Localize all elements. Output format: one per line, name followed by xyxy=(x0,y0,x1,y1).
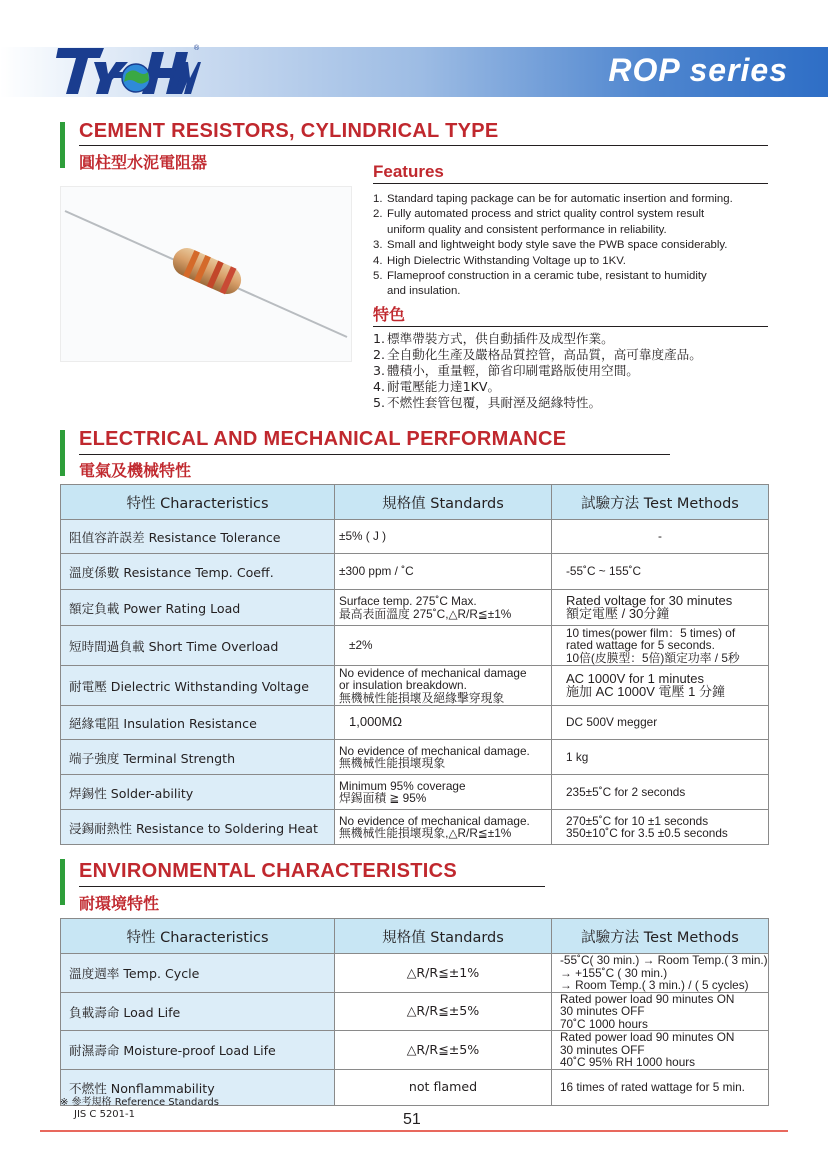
test-text: 16 times of rated wattage for 5 min. xyxy=(560,1079,745,1094)
standard-text: or insulation breakdown. xyxy=(339,678,467,693)
registered-mark: ® xyxy=(194,45,200,52)
standard-text: 無機械性能損壞現象,△R/R≦±1% xyxy=(339,826,512,840)
test-text: 額定電壓 / 30分鐘 xyxy=(566,605,670,621)
standard-cell: △R/R≦±1% xyxy=(335,954,552,993)
feature-text: uniform quality and consistent performance in reliability. xyxy=(387,223,667,236)
test-text: 40˚C 95% RH 1000 hours xyxy=(560,1055,696,1069)
test-method-cell xyxy=(552,554,769,590)
feature-item xyxy=(373,238,783,253)
column-header: 規格值 Standards xyxy=(335,919,552,954)
standard-cell: △R/R≦±5% xyxy=(335,992,552,1031)
test-text: Rated power load 90 minutes ON xyxy=(560,992,735,1006)
feature-text: 耐電壓能力達1KV。 xyxy=(387,379,501,394)
features-zh-list xyxy=(373,331,793,411)
test-method-cell xyxy=(552,810,769,845)
series-title: ROP series xyxy=(608,52,788,88)
feature-number: 2. xyxy=(373,347,386,362)
feature-text: Standard taping package can be for automatic insertion and forming. xyxy=(387,193,733,205)
characteristic-cell: 短時間過負載 Short Time Overload xyxy=(61,626,335,666)
test-text: Rated voltage for 30 minutes xyxy=(566,593,733,608)
test-text: 235±5˚C for 2 seconds xyxy=(566,784,686,799)
feature-number: 4. xyxy=(373,254,383,267)
column-header: 特性 Characteristics xyxy=(61,919,335,954)
section-accent-bar xyxy=(60,430,65,476)
characteristic-cell: 負載壽命 Load Life xyxy=(61,992,335,1031)
table-row xyxy=(61,554,769,590)
reference-line: JIS C 5201-1 xyxy=(74,1109,136,1120)
feature-zh-item xyxy=(373,379,793,395)
characteristic-cell: 浸錫耐熱性 Resistance to Soldering Heat xyxy=(61,810,335,845)
divider xyxy=(79,145,768,146)
divider xyxy=(373,183,768,184)
feature-item xyxy=(373,269,783,300)
features-heading: Features xyxy=(373,162,444,181)
feature-number: 5. xyxy=(373,270,383,283)
test-method-cell xyxy=(552,666,769,706)
test-method-cell xyxy=(552,992,769,1031)
standard-cell xyxy=(335,666,552,706)
feature-text: and insulation. xyxy=(387,285,461,298)
test-text: 1 kg xyxy=(566,749,589,764)
test-text: DC 500V megger xyxy=(566,715,658,730)
electrical-title-zh: 電氣及機械特性 xyxy=(79,461,192,480)
standard-text: ±300 ppm / ˚C xyxy=(339,564,414,579)
table-row xyxy=(61,590,769,626)
footer-rule xyxy=(40,1130,788,1132)
test-text: 施加 AC 1000V 電壓 1 分鐘 xyxy=(566,683,725,699)
column-header: 特性 Characteristics xyxy=(61,485,335,520)
feature-text: 不燃性套管包覆，具耐溼及絕緣特性。 xyxy=(387,395,602,410)
feature-zh-item xyxy=(373,395,793,411)
standard-cell xyxy=(335,626,552,666)
test-text: → Room Temp.( 3 min.) / ( 5 cycles) xyxy=(560,978,749,992)
feature-number: 1. xyxy=(373,331,386,346)
table-row xyxy=(61,954,769,993)
reference-standards xyxy=(60,1097,219,1121)
feature-number: 2. xyxy=(373,208,383,221)
column-header: 試驗方法 Test Methods xyxy=(552,485,769,520)
standard-text: ±2% xyxy=(349,638,373,653)
standard-text: No evidence of mechanical damage. xyxy=(339,813,530,828)
characteristic-cell: 溫度週率 Temp. Cycle xyxy=(61,954,335,993)
feature-text: High Dielectric Withstanding Voltage up to 1KV. xyxy=(387,254,626,267)
test-text: AC 1000V for 1 minutes xyxy=(566,671,705,686)
standard-text: No evidence of mechanical damage. xyxy=(339,743,530,758)
environmental-title-en: ENVIRONMENTAL CHARACTERISTICS xyxy=(79,860,457,882)
electrical-title-en: ELECTRICAL AND MECHANICAL PERFORMANCE xyxy=(79,428,567,450)
feature-zh-item xyxy=(373,331,793,347)
standard-text: 焊錫面積 ≧ 95% xyxy=(339,791,427,805)
divider xyxy=(79,886,545,887)
reference-line: ※ 參考規格 Reference Standards xyxy=(60,1097,219,1108)
electrical-performance-table xyxy=(60,484,769,845)
test-method-cell xyxy=(552,1069,769,1105)
column-header: 試驗方法 Test Methods xyxy=(552,919,769,954)
characteristic-cell: 端子強度 Terminal Strength xyxy=(61,740,335,775)
feature-text: Small and lightweight body style save the PWB space considerably. xyxy=(387,239,728,252)
table-row xyxy=(61,666,769,706)
test-text: Rated power load 90 minutes ON xyxy=(560,1030,735,1044)
feature-zh-item xyxy=(373,363,793,379)
intro-title-zh: 圓柱型水泥電阻器 xyxy=(79,153,208,172)
test-text: - xyxy=(658,529,662,544)
standard-cell: △R/R≦±5% xyxy=(335,1031,552,1070)
standard-text: No evidence of mechanical damage xyxy=(339,665,527,680)
standard-text: 無機械性能損壞及絕緣擊穿現象 xyxy=(339,690,505,705)
features-zh-heading: 特色 xyxy=(373,305,406,324)
test-method-cell xyxy=(552,954,769,993)
standard-cell xyxy=(335,554,552,590)
feature-item xyxy=(373,254,783,269)
test-text: 10 times(power film：5 times) of xyxy=(566,625,736,640)
standard-text: ±5% ( J ) xyxy=(339,529,387,544)
characteristic-cell: 焊錫性 Solder-ability xyxy=(61,775,335,810)
test-text: 270±5˚C for 10 ±1 seconds xyxy=(566,813,709,828)
table-row xyxy=(61,810,769,845)
test-text: 350±10˚C for 3.5 ±0.5 seconds xyxy=(566,826,728,840)
features-list xyxy=(373,192,783,300)
feature-text: Flameproof construction in a ceramic tube, resistant to humidity xyxy=(387,270,707,283)
feature-item xyxy=(373,192,783,207)
page-number: 51 xyxy=(403,1111,421,1128)
feature-number: 3. xyxy=(373,239,383,252)
test-method-cell xyxy=(552,740,769,775)
test-method-cell xyxy=(552,1031,769,1070)
standard-cell: not flamed xyxy=(335,1069,552,1105)
standard-cell xyxy=(335,520,552,554)
characteristic-cell: 絕緣電阻 Insulation Resistance xyxy=(61,706,335,740)
feature-item xyxy=(373,207,783,238)
characteristic-cell: 阻值容許誤差 Resistance Tolerance xyxy=(61,520,335,554)
standard-cell xyxy=(335,740,552,775)
environmental-title-zh: 耐環境特性 xyxy=(79,894,160,913)
feature-text: 全自動化生產及嚴格品質控管，高品質，高可靠度產品。 xyxy=(387,347,702,362)
feature-number: 3. xyxy=(373,363,386,378)
ty-ohm-logo xyxy=(56,42,201,102)
table-row xyxy=(61,706,769,740)
environmental-table xyxy=(60,918,769,1106)
feature-number: 5. xyxy=(373,395,386,410)
feature-number: 1. xyxy=(373,193,383,205)
test-text: 30 minutes OFF xyxy=(560,1042,645,1057)
characteristic-cell: 耐電壓 Dielectric Withstanding Voltage xyxy=(61,666,335,706)
intro-title-en: CEMENT RESISTORS, CYLINDRICAL TYPE xyxy=(79,120,499,142)
test-method-cell xyxy=(552,706,769,740)
feature-zh-item xyxy=(373,347,793,363)
standard-text: 1,000MΩ xyxy=(349,714,403,730)
characteristic-cell: 溫度係數 Resistance Temp. Coeff. xyxy=(61,554,335,590)
standard-cell xyxy=(335,590,552,626)
test-method-cell xyxy=(552,626,769,666)
test-text: → +155˚C ( 30 min.) xyxy=(560,965,668,980)
test-text: 70˚C 1000 hours xyxy=(560,1016,648,1031)
test-text: -55˚C( 30 min.) → Room Temp.( 3 min.) xyxy=(560,953,768,967)
standard-text: Minimum 95% coverage xyxy=(339,778,466,793)
standard-cell xyxy=(335,810,552,845)
section-accent-bar xyxy=(60,859,65,905)
table-row xyxy=(61,775,769,810)
test-text: 30 minutes OFF xyxy=(560,1004,645,1018)
table-row xyxy=(61,520,769,554)
test-text: 10倍(皮膜型：5倍)額定功率 / 5秒 xyxy=(566,650,740,665)
table-row xyxy=(61,992,769,1031)
standard-cell xyxy=(335,775,552,810)
standard-cell xyxy=(335,706,552,740)
test-text: rated wattage for 5 seconds. xyxy=(566,638,715,653)
divider xyxy=(373,326,768,327)
test-text: -55˚C ~ 155˚C xyxy=(566,564,642,579)
test-method-cell xyxy=(552,775,769,810)
feature-text: Fully automated process and strict quality control system result xyxy=(387,208,705,221)
column-header: 規格值 Standards xyxy=(335,485,552,520)
feature-text: 體積小，重量輕，節省印刷電路版使用空間。 xyxy=(387,363,639,378)
characteristic-cell: 耐濕壽命 Moisture-proof Load Life xyxy=(61,1031,335,1070)
section-accent-bar xyxy=(60,122,65,168)
table-row xyxy=(61,626,769,666)
standard-text: 無機械性能損壞現象 xyxy=(339,756,446,770)
feature-number: 4. xyxy=(373,379,386,394)
standard-text: Surface temp. 275˚C Max. xyxy=(339,594,477,608)
feature-text: 標準帶裝方式，供自動插件及成型作業。 xyxy=(387,331,614,346)
test-method-cell xyxy=(552,590,769,626)
characteristic-cell: 額定負載 Power Rating Load xyxy=(61,590,335,626)
characteristic-cell: 不燃性 Nonflammability xyxy=(61,1069,335,1105)
table-row xyxy=(61,740,769,775)
divider xyxy=(79,454,670,455)
standard-text: 最高表面溫度 275˚C,△R/R≦±1% xyxy=(339,606,512,621)
product-photo xyxy=(60,186,352,362)
table-row xyxy=(61,1031,769,1070)
test-method-cell xyxy=(552,520,769,554)
